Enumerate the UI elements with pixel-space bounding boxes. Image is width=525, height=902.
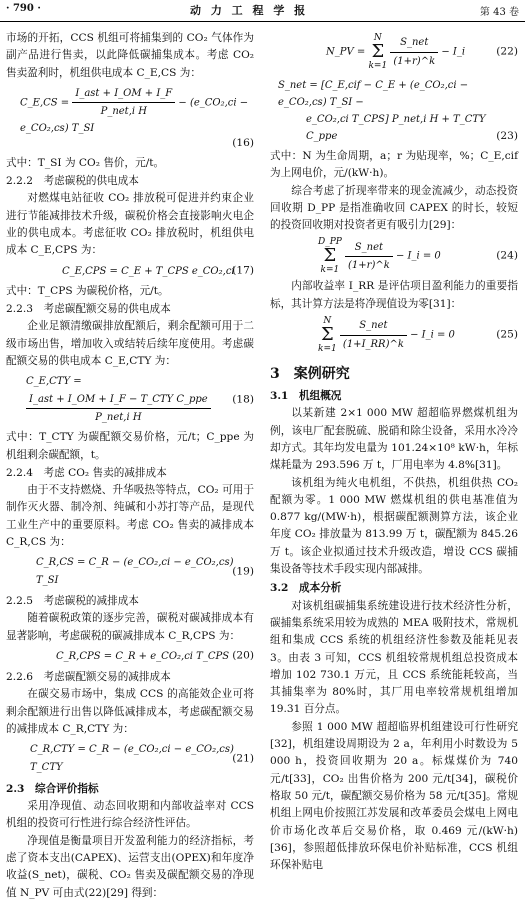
eq-number: (25) xyxy=(496,328,518,341)
eq-number: (19) xyxy=(232,564,254,577)
section-title: 3 案例研究 xyxy=(270,366,350,383)
page-number: · 790 · xyxy=(6,3,41,14)
section-heading: 2.3 综合评价指标 xyxy=(6,782,99,795)
eq-denominator: (1+I_RR)^k xyxy=(342,338,404,350)
section-heading: 2.2.6 考虑碳配额交易的减排成本 xyxy=(6,671,171,684)
eq-tail: − (e_CO₂,ci − e_CO₂,cs) T_SI xyxy=(20,97,249,135)
summation-symbol: N Σ k=1 xyxy=(368,33,388,71)
eq-number: (24) xyxy=(496,249,518,262)
eq-body: C_R,CTY = C_R − (e_CO₂,ci − e_CO₂,cs) T_CTY xyxy=(30,744,234,773)
section-heading: 2.2.2 考虑碳税的供电成本 xyxy=(6,175,139,188)
eq-line: S_net = [C_E,cif − C_E + (e_CO₂,ci − e_CO₂,cs) T_SI − xyxy=(278,80,469,108)
equation-18 xyxy=(6,370,254,429)
paragraph: 综合考虑了折现率带来的现金流减少，动态投资回收期 D_PP 是指准确收回 CAPEX 的时长，较短的投资回收期对投资者更有吸引力[29]： xyxy=(270,184,518,232)
eq-denominator: P_net,i H xyxy=(100,106,147,118)
paragraph: 内部收益率 I_RR 是评估项目盈利能力的重要指标，其计算方法是将净现值设为零[31]： xyxy=(270,280,518,310)
eq-body: C_E,CPS = C_E + T_CPS e_CO₂,ci xyxy=(62,265,235,277)
eq-fraction xyxy=(390,34,438,70)
eq-lhs: N_PV = xyxy=(326,46,366,58)
equation-20 xyxy=(6,645,254,668)
journal-title: 动 力 工 程 学 报 xyxy=(190,4,309,17)
eq-fraction xyxy=(72,85,175,121)
paragraph: 由于不支持燃烧、升华吸热等特点，CO₂ 可用于制作灭火器、制冷剂、纯碱和小苏打等产品，是现代工业生产中的重要原料。考虑 CO₂ 售卖的减排成本 C_R,CS 为： xyxy=(6,484,254,549)
right-column xyxy=(270,30,518,874)
paragraph: 净现值是衡量项目开发盈利能力的经济指标，考虑了资本支出(CAPEX)、运营支出(OPEX)和年度净收益(S_net)，碳税、CO₂ 售卖及碳配额交易的净现值 N_PV 可由式(22)[29] 得到： xyxy=(6,834,254,899)
eq-number: (21) xyxy=(232,751,254,764)
paragraph: 在碳交易市场中，集成 CCS 的高能效企业可将剩余配额进行出售以降低减排成本，考虑碳配额交易的减排成本 C_R,CTY 为： xyxy=(6,688,254,735)
eq-number: (20) xyxy=(232,649,254,662)
equation-16 xyxy=(6,82,254,155)
eq-denominator: P_net,i H xyxy=(95,411,142,423)
paragraph: 随着碳税政策的逐步完善，碳税对碳减排成本有显著影响，考虑碳税的碳减排成本 C_R,CPS 为： xyxy=(6,612,254,642)
left-column xyxy=(6,30,254,902)
volume-label: 第 43 卷 xyxy=(479,7,519,18)
eq-fraction xyxy=(345,239,393,275)
equation-25 xyxy=(270,313,518,357)
eq-denominator: (1+r)^k xyxy=(348,259,390,271)
eq-number: (17) xyxy=(232,264,254,277)
summation-symbol: N Σ k=1 xyxy=(318,316,337,355)
eq-line: e_CO₂,ci T_CPS] P_net,i H + T_CTY C_ppe xyxy=(306,114,486,142)
paragraph: 参照 1 000 MW 超超临界机组建设可行性研究[32]，机组建设周期设为 2 a，年利用小时数设为 5 000 h，投资回收期为 20 a。标煤煤价为 740 元/t[33]，CO₂ 出售价格为 200 元/t[34]，碳税价格取 50 元/t，碳配额交易价格为 58 元/t[35]。常规机组上网电价按照江苏发展和改革委员会煤电上网电价市场化改革后交易价格，取 0.469 元/(kW·h)[36]，参照超低排放环保电价补贴标准，CCS 机组环保补贴电 xyxy=(270,720,518,872)
paragraph: 以某新建 2×1 000 MW 超超临界燃煤机组为例，该电厂配套脱硫、脱硝和除尘设备，采用水冷冷却方式。其年均发电量为 101.24×10⁸ kW·h，年标煤耗量为 293.596 万 t，厂用电率为 4.8%[31]。 xyxy=(270,407,518,472)
summation-symbol: D_PP Σ k=1 xyxy=(318,237,342,276)
sum-lower: k=1 xyxy=(320,265,340,276)
eq-number: (16) xyxy=(232,137,254,150)
eq-number: (18) xyxy=(232,393,254,406)
eq-fraction xyxy=(26,391,211,427)
paragraph: 式中：T_CPS 为碳税价格，元/t。 xyxy=(6,284,169,297)
eq-number: (23) xyxy=(496,130,518,142)
eq-numerator: S_net xyxy=(345,239,393,257)
eq-tail: − I_i = 0 xyxy=(410,329,455,341)
equation-19 xyxy=(6,551,254,592)
eq-number: (22) xyxy=(496,45,518,58)
eq-lhs: C_E,CS = xyxy=(20,97,70,109)
paragraph: 对该机组碳捕集系统建设进行技术经济性分析，碳捕集系统采用较为成熟的 MEA 吸附技术，常规机组和集成 CCS 系统的机组经济性参数及能耗见表 3。由表 3 可知，CCS 机组较常规机组总投资成本增加 102 730.1 万元，且 CCS 系统能耗较高，当其捕集率为 80%时，其厂用电率较常规机组增加 19.31 百分点。 xyxy=(270,599,518,716)
eq-body: C_R,CS = C_R − (e_CO₂,ci − e_CO₂,cs) T_SI xyxy=(36,557,234,586)
section-heading: 2.2.4 考虑 CO₂ 售卖的减排成本 xyxy=(6,466,167,479)
paragraph: 该机组为纯火电机组，不供热，机组供热 CO₂ 配额为零。1 000 MW 燃煤机组的供电基准值为 0.877 kg/(MW·h)，根据碳配额测算方法，该企业年度 CO₂ 排放量为 813.99 万 t，碳配额为 845.26 万 t。该企业拟通过技术升级改造，增设 CCS 碳捕集设备等技术手段实现内部减排。 xyxy=(270,476,518,576)
equation-24 xyxy=(270,234,518,278)
eq-numerator: S_net xyxy=(340,317,407,335)
paragraph: 式中：T_CTY 为碳配额交易价格，元/t；C_ppe 为机组剩余碳配额，t。 xyxy=(6,431,254,461)
eq-body: C_R,CPS = C_R + e_CO₂,ci T_CPS xyxy=(56,650,230,662)
eq-tail: − I_i xyxy=(441,46,466,58)
sum-upper: N xyxy=(323,316,332,327)
equation-23 xyxy=(270,74,518,148)
paragraph: 市场的开拓，CCS 机组可将捕集到的 CO₂ 气体作为副产品进行售卖，以此降低碳捕集成本。考虑 CO₂ 售卖盈利时，机组供电成本 C_E,CS 为： xyxy=(6,32,254,79)
sum-upper: D_PP xyxy=(318,237,342,248)
eq-numerator: I_ast + I_OM + I_F − T_CTY C_ppe xyxy=(26,391,211,409)
eq-fraction xyxy=(340,317,407,353)
section-heading: 3.2 成本分析 xyxy=(270,582,342,595)
paragraph: 式中：T_SI 为 CO₂ 售价，元/t。 xyxy=(6,156,165,169)
paragraph: 采用净现值、动态回收期和内部收益率对 CCS 机组的投资可行性进行综合经济性评估。 xyxy=(6,800,254,830)
page-header xyxy=(0,0,525,22)
paragraph: 企业足额清缴碳排放配额后，剩余配额可用于二级市场出售，增加收入或结转后续年度使用。考虑碳配额交易的供电成本 C_E,CTY 为： xyxy=(6,320,254,368)
sum-lower: k=1 xyxy=(318,344,337,355)
paragraph: 式中：N 为生命周期，a；r 为贴现率，%；C_E,cif 为上网电价，元/(kW·h)。 xyxy=(270,150,518,180)
eq-numerator: S_net xyxy=(390,34,438,52)
eq-lhs: C_E,CTY = xyxy=(26,376,82,388)
eq-numerator: I_ast + I_OM + I_F xyxy=(72,85,175,103)
section-heading: 2.2.5 考虑碳税的减排成本 xyxy=(6,594,139,607)
equation-21 xyxy=(6,738,254,779)
paragraph: 对燃煤电站征收 CO₂ 排放税可促进并约束企业进行节能减排技术升级，碳税价格会直接影响火电企业的供电成本。考虑征收 CO₂ 排放税时，机组供电成本 C_E,CPS 为： xyxy=(6,192,254,257)
sum-lower: k=1 xyxy=(368,61,388,71)
section-heading: 3.1 机组概况 xyxy=(270,390,342,403)
section-heading: 2.2.3 考虑碳配额交易的供电成本 xyxy=(6,303,171,316)
eq-tail: − I_i = 0 xyxy=(395,250,441,262)
equation-22 xyxy=(270,30,518,74)
sum-upper: N xyxy=(373,33,382,43)
eq-denominator: (1+r)^k xyxy=(393,55,436,67)
equation-17 xyxy=(6,260,254,283)
